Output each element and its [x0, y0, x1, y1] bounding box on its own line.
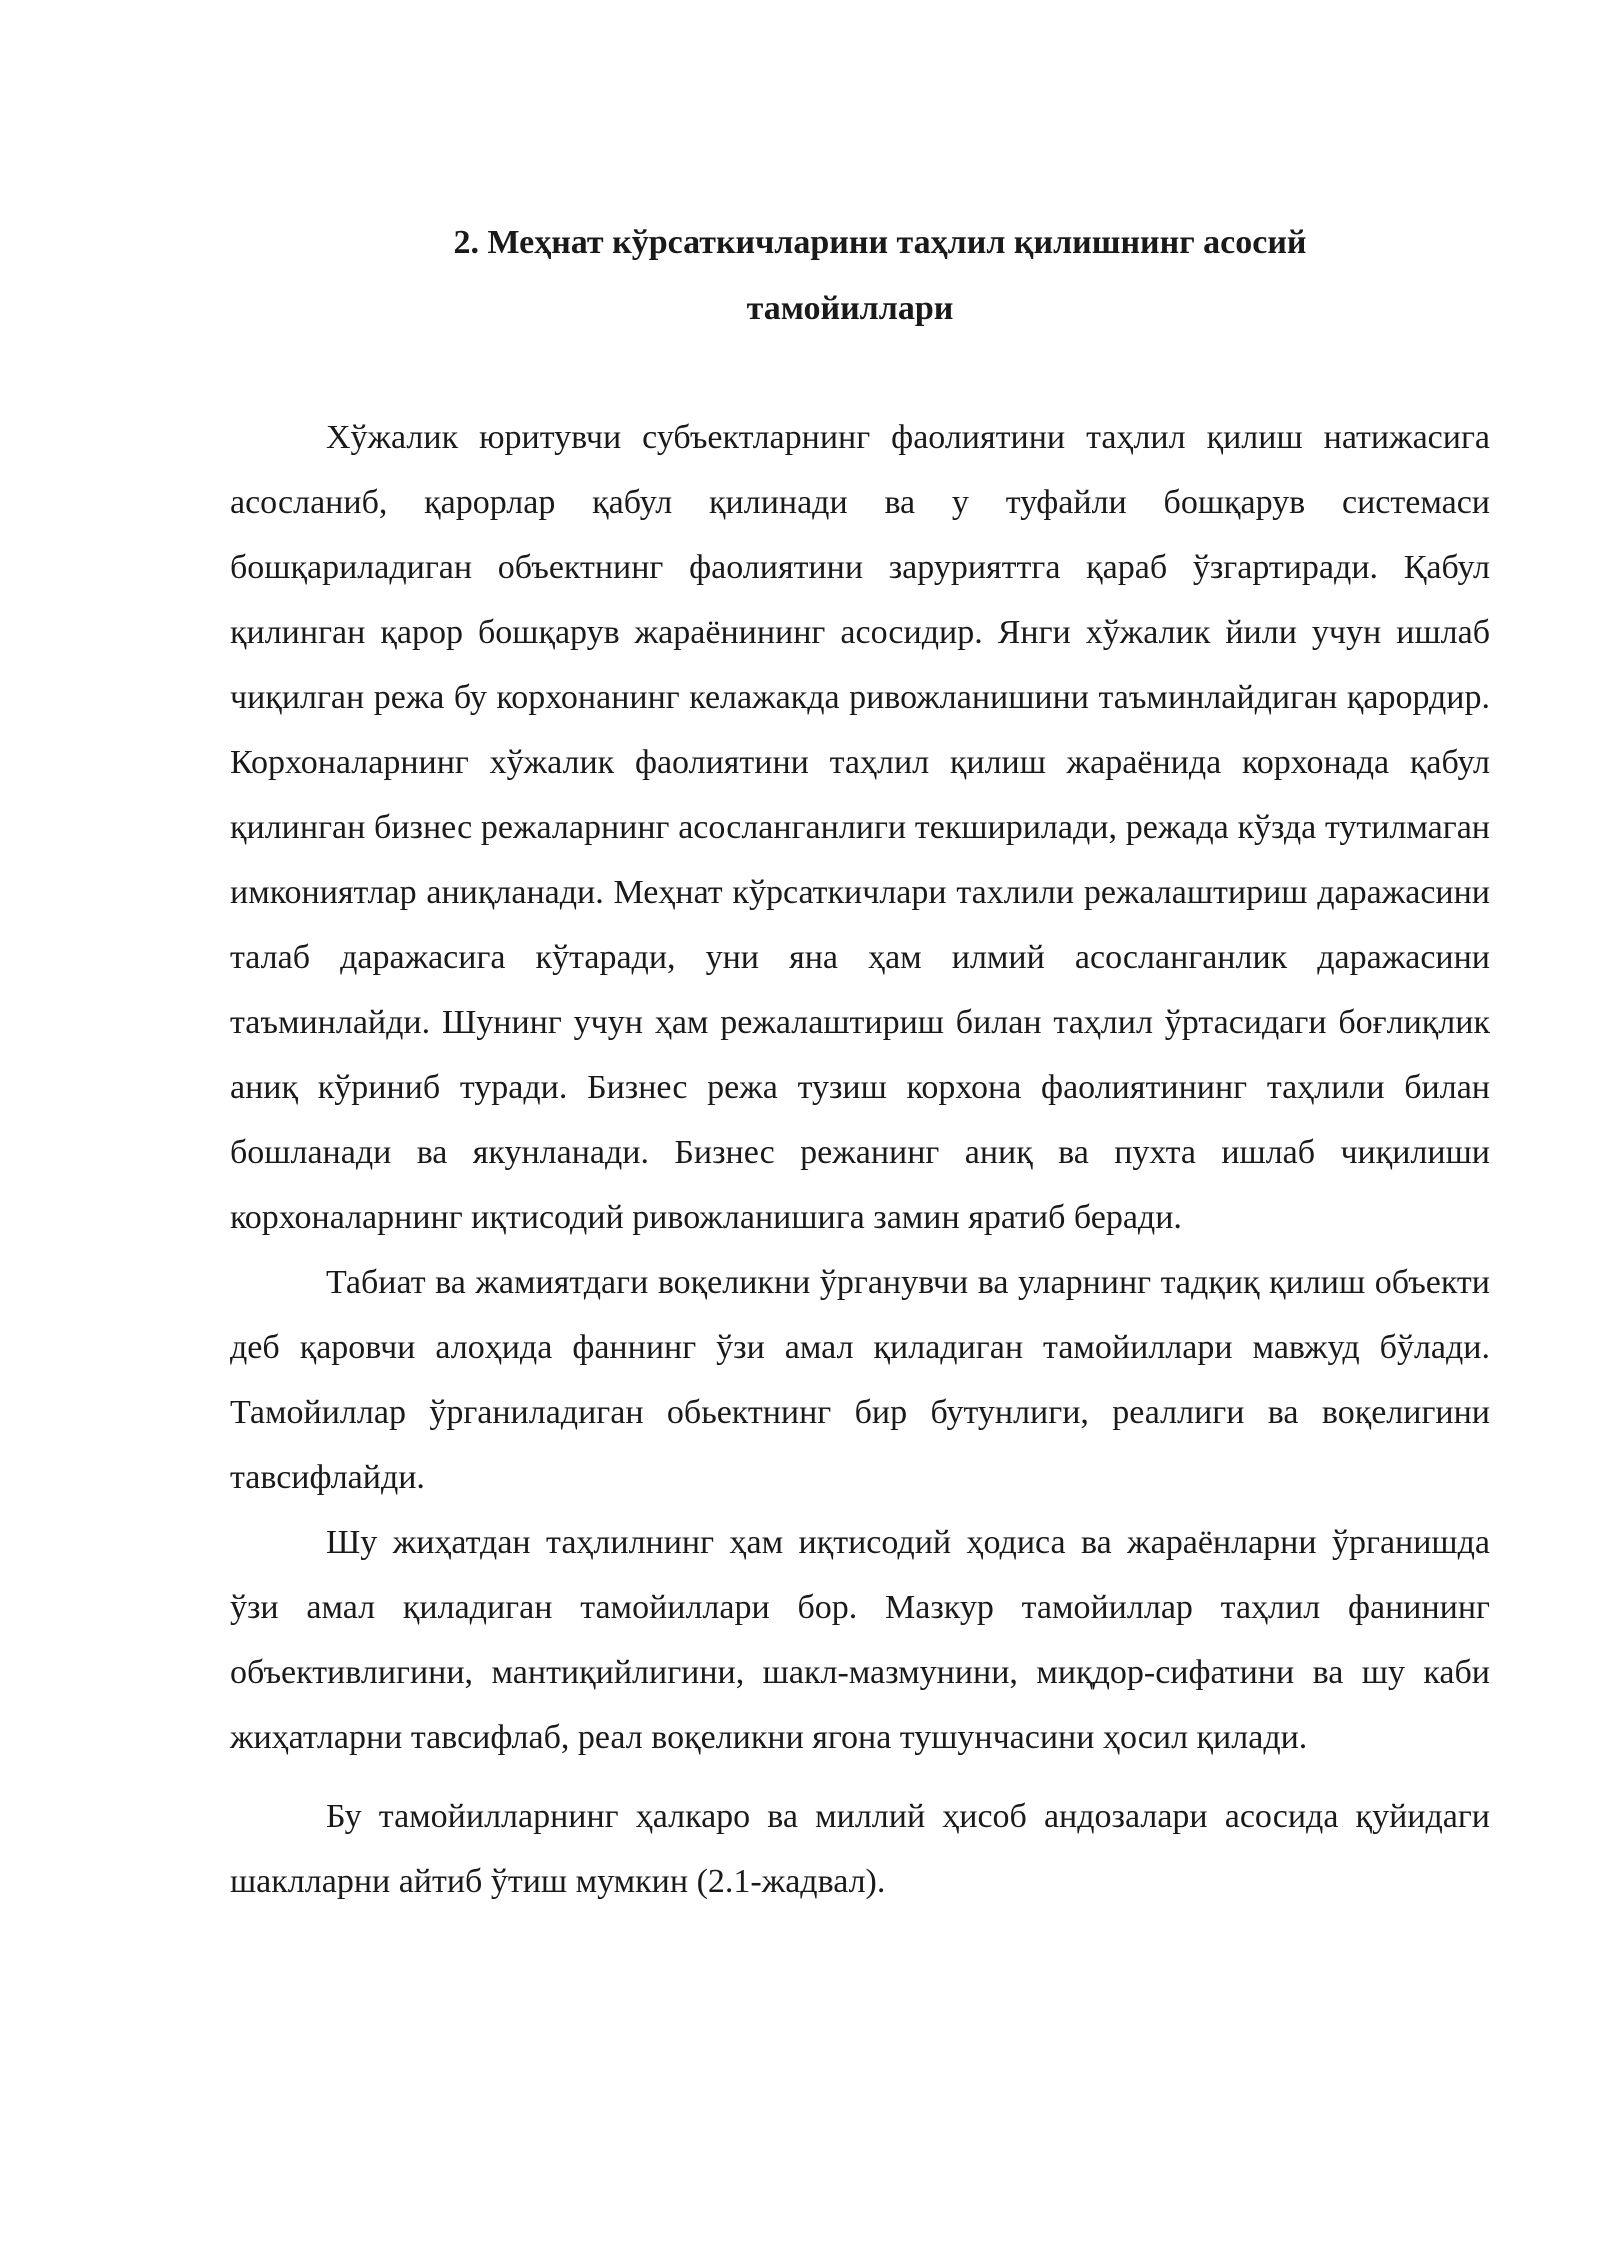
- paragraph-3: Шу жиҳатдан таҳлилнинг ҳам иқтисодий ҳодиса ва жараёнларни ўрганишда ўзи амал қиладиган тамойиллари бор. Мазкур тамойиллар таҳлил фанининг объективлигини, мантиқийлигини, шакл-мазмунини, миқдор-сифатини ва шу каби жиҳатларни тавсифлаб, реал воқеликни ягона тушунчасини ҳосил қилади.: [230, 1524, 1490, 1756]
- section-heading-line-2: тамойиллари: [746, 290, 954, 327]
- body-text: [230, 405, 1490, 1914]
- section-heading-line-1: 2. Меҳнат кўрсаткичларини таҳлил қилишнинг асосий: [453, 224, 1307, 261]
- paragraph-2: Табиат ва жамиятдаги воқеликни ўрганувчи ва уларнинг тадқиқ қилиш объекти деб қаровчи алоҳида фаннинг ўзи амал қиладиган тамойиллари мавжуд бўлади. Тамойиллар ўрганиладиган обьектнинг бир бутунлиги, реаллиги ва воқелигини тавсифлайди.: [230, 1264, 1490, 1496]
- paragraph-1: Хўжалик юритувчи субъектларнинг фаолиятини таҳлил қилиш натижасига асосланиб, қарорлар қабул қилинади ва у туфайли бошқарув системаси бошқариладиган объектнинг фаолиятини зарурияттга қараб ўзгартиради. Қабул қилинган қарор бошқарув жараёнининг асосидир. Янги хўжалик йили учун ишлаб чиқилган режа бу корхонанинг келажакда ривожланишини таъминлайдиган қарордир. Корхоналарнинг хўжалик фаолиятини таҳлил қилиш жараёнида корхонада қабул қилинган бизнес режаларнинг асосланганлиги текширилади, режада кўзда тутилмаган имкониятлар аниқланади. Меҳнат кўрсаткичлари тахлили режалаштириш даражасини талаб даражасига кўтаради, уни яна ҳам илмий асосланганлик даражасини таъминлайди. Шунинг учун ҳам режалаштириш билан таҳлил ўртасидаги боғлиқлик аниқ кўриниб туради. Бизнес режа тузиш корхона фаолиятининг таҳлили билан бошланади ва якунланади. Бизнес режанинг аниқ ва пухта ишлаб чиқилиши корхоналарнинг иқтисодий ривожланишига замин яратиб беради.: [230, 419, 1490, 1236]
- paragraph-4: Бу тамойилларнинг ҳалкаро ва миллий ҳисоб андозалари асосида қуйидаги шаклларни айтиб ўтиш мумкин (2.1-жадвал).: [230, 1798, 1490, 1900]
- section-heading: [230, 210, 1470, 342]
